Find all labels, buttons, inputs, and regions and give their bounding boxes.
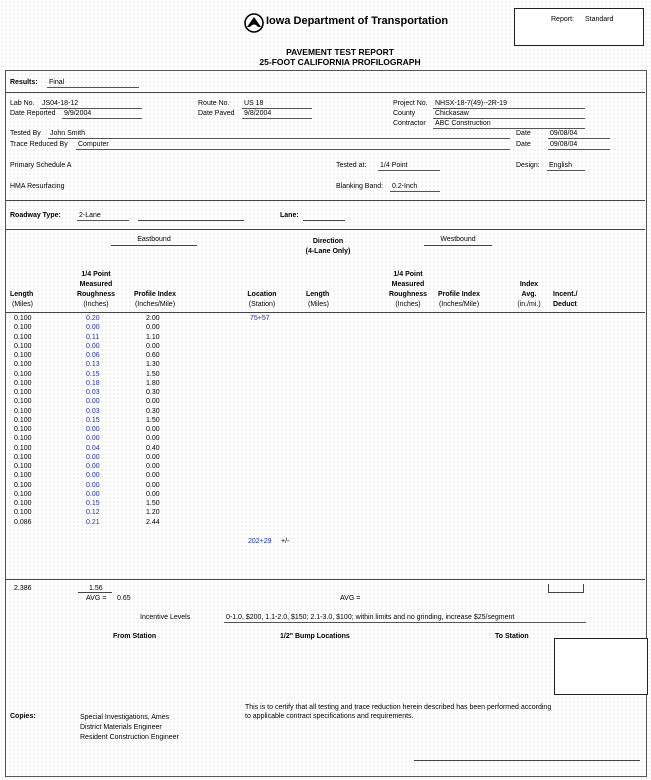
row-profile-index: 0.00 — [146, 481, 160, 489]
results-label: Results: — [10, 79, 38, 86]
col-length-unit: (Miles) — [12, 301, 33, 308]
row-profile-index: 0.00 — [146, 426, 160, 433]
row-roughness: 0.06 — [86, 352, 100, 359]
row-profile-index: 0.00 — [146, 435, 160, 443]
row-length: 0.086 — [14, 518, 32, 526]
report-subtitle: 25-FOOT CALIFORNIA PROFILOGRAPH — [259, 57, 421, 67]
county-value: Chickasaw — [433, 109, 585, 119]
tested-by-label: Tested By — [10, 130, 41, 137]
row-length: 0.100 — [14, 398, 32, 406]
direction-label: Direction — [312, 238, 344, 245]
copies-label: Copies: — [10, 713, 36, 720]
col-length: Length — [10, 291, 34, 298]
row-length: 0.100 — [14, 416, 32, 424]
row-roughness: 0.03 — [86, 407, 100, 415]
col-roughness-unit: (Inches) — [83, 301, 109, 308]
row-profile-index: 0.00 — [146, 463, 160, 470]
row-roughness: 0.15 — [86, 370, 100, 378]
design-label: Design: — [516, 162, 540, 169]
row-length: 0.100 — [14, 370, 32, 378]
stamp-box — [554, 638, 648, 695]
roadway-blank-line — [138, 220, 244, 221]
project-no-value: NHSX-18-7(49)--2R-19 — [433, 99, 585, 109]
avg-label-2: AVG = — [340, 595, 361, 602]
row-roughness: 0.21 — [86, 518, 100, 526]
row-roughness: 0.00 — [86, 426, 100, 433]
row-profile-index: 2.00 — [146, 315, 160, 322]
certify-line-1: This is to certify that all testing and trace reduction herein described has been performed according — [245, 704, 552, 711]
date-paved-value: 9/8/2004 — [242, 109, 312, 119]
trace-reduced-label: Trace Reduced By — [10, 141, 68, 148]
contractor-value: ABC Construction — [433, 119, 585, 129]
row-profile-index: 0.40 — [146, 444, 160, 452]
row-roughness: 0.15 — [86, 500, 100, 507]
tested-at-label: Tested at: — [336, 162, 367, 169]
row-length: 0.100 — [14, 315, 32, 322]
route-no-value: US 18 — [242, 99, 312, 109]
col-profile-index: Profile Index — [133, 291, 176, 298]
incent-total-box — [548, 584, 584, 593]
schedule-value: Primary Schedule A — [10, 162, 72, 169]
row-length: 0.100 — [14, 333, 32, 341]
roadway-type-value: 2-Lane — [77, 211, 129, 221]
bump-locations-label: 1/2" Bump Locations — [280, 633, 350, 640]
row-profile-index: 0.60 — [146, 352, 160, 359]
org-name: Iowa Department of Transportation — [266, 15, 449, 27]
row-roughness: 0.00 — [86, 398, 100, 406]
row-roughness: 0.11 — [86, 333, 100, 341]
profile-index-column — [146, 314, 166, 527]
date-paved-label: Date Paved — [198, 110, 235, 117]
row-roughness: 0.00 — [86, 324, 100, 332]
report-value: Standard — [585, 16, 614, 23]
col-roughness-2b: Measured — [391, 281, 425, 288]
col-roughness-2c: Roughness — [388, 291, 428, 298]
col-profile-index-unit: (Inches/Mile) — [134, 301, 176, 308]
trace-reduced-value: Computer — [76, 140, 510, 150]
blanking-band-value: 0.2-Inch — [390, 182, 440, 192]
design-value: English — [547, 161, 585, 171]
date-label-2: Date — [516, 141, 531, 148]
row-length: 0.100 — [14, 472, 32, 480]
row-profile-index: 0.30 — [146, 389, 160, 396]
row-length: 0.100 — [14, 379, 32, 387]
row-profile-index: 1.50 — [146, 370, 160, 378]
report-type-box — [514, 8, 644, 46]
signature-line — [414, 760, 640, 761]
row-length: 0.100 — [14, 324, 32, 332]
row-profile-index: 1.50 — [146, 500, 160, 507]
row-length: 0.100 — [14, 481, 32, 489]
row-profile-index: 2.44 — [146, 518, 160, 526]
row-length: 0.100 — [14, 352, 32, 359]
roughness-column — [86, 314, 106, 527]
lab-no-label: Lab No. — [10, 100, 35, 107]
incentive-text: 0-1.0, $200, 1.1-2.0, $150; 2.1-3.0, $100; within limits and no grinding, increase $25/segment — [224, 613, 586, 623]
location-end: 202+29 — [248, 538, 272, 545]
col-roughness-2-unit: (Inches) — [395, 301, 421, 308]
row-roughness: 0.20 — [86, 315, 100, 322]
to-station-label: To Station — [495, 633, 529, 640]
col-index-1: Index — [519, 281, 539, 288]
col-index-unit: (in./mi.) — [517, 301, 541, 308]
col-length-2-unit: (Miles) — [308, 301, 329, 308]
row-roughness: 0.00 — [86, 453, 100, 461]
row-roughness: 0.00 — [86, 481, 100, 489]
avg-value: 0.65 — [117, 595, 131, 602]
col-location: Location — [247, 291, 277, 298]
location-end-suffix: +/- — [281, 538, 290, 545]
westbound-line — [424, 245, 492, 246]
col-profile-index-2-unit: (Inches/Mile) — [438, 301, 480, 308]
copies-item: District Materials Engineer — [80, 724, 162, 731]
incentive-label: Incentive Levels — [140, 614, 191, 621]
col-incent-1: Incent./ — [553, 291, 578, 298]
lab-no-value: JS04-18-12 — [40, 99, 142, 109]
contractor-label: Contractor — [393, 120, 426, 127]
length-column — [14, 314, 54, 527]
divider — [5, 92, 645, 93]
row-roughness: 0.00 — [86, 472, 100, 480]
header-divider — [5, 312, 645, 313]
avg-label: AVG = — [86, 595, 107, 602]
col-index-2: Avg. — [521, 291, 537, 298]
row-roughness: 0.00 — [86, 435, 100, 443]
row-length: 0.100 — [14, 407, 32, 415]
westbound-label: Westbound — [440, 236, 476, 243]
col-roughness-3: Roughness — [76, 291, 116, 298]
col-profile-index-2: Profile Index — [437, 291, 480, 298]
row-profile-index: 0.30 — [146, 407, 160, 415]
row-profile-index: 0.00 — [146, 398, 160, 406]
row-profile-index: 1.20 — [146, 509, 160, 517]
tested-by-value: John Smith — [48, 129, 510, 139]
col-roughness-1: 1/4 Point — [81, 271, 111, 278]
row-length: 0.100 — [14, 342, 32, 350]
total-length: 2.386 — [14, 585, 32, 592]
row-profile-index: 1.80 — [146, 379, 160, 387]
row-profile-index: 1.30 — [146, 361, 160, 369]
date-reported-value: 9/9/2004 — [62, 109, 142, 119]
col-location-unit: (Station) — [248, 301, 276, 308]
row-length: 0.100 — [14, 500, 32, 507]
col-length-2: Length — [306, 291, 330, 298]
row-profile-index: 0.00 — [146, 472, 160, 480]
total-roughness-underline — [78, 592, 112, 593]
row-profile-index: 0.00 — [146, 324, 160, 332]
row-length: 0.100 — [14, 361, 32, 369]
row-roughness: 0.00 — [86, 463, 100, 470]
eastbound-line — [111, 245, 197, 246]
location-start: 75+57 — [250, 315, 270, 322]
row-length: 0.100 — [14, 435, 32, 443]
lane-blank-line — [303, 220, 345, 221]
route-no-label: Route No. — [198, 100, 230, 107]
col-roughness-2: Measured — [79, 281, 113, 288]
row-length: 0.100 — [14, 463, 32, 470]
row-profile-index: 0.00 — [146, 342, 160, 350]
from-station-label: From Station — [113, 633, 157, 640]
row-profile-index: 0.00 — [146, 453, 160, 461]
direction-sublabel: (4-Lane Only) — [305, 248, 351, 255]
row-roughness: 0.13 — [86, 361, 100, 369]
date-label: Date — [516, 130, 531, 137]
total-roughness: 1.56 — [89, 585, 103, 592]
row-length: 0.100 — [14, 509, 32, 517]
report-label: Report: — [551, 16, 574, 23]
row-profile-index: 1.10 — [146, 333, 160, 341]
col-roughness-2a: 1/4 Point — [393, 271, 423, 278]
eastbound-label: Eastbound — [137, 236, 171, 243]
row-length: 0.100 — [14, 426, 32, 433]
row-length: 0.100 — [14, 444, 32, 452]
row-roughness: 0.00 — [86, 490, 100, 498]
row-profile-index: 1.50 — [146, 416, 160, 424]
col-incent-2: Deduct — [553, 301, 577, 308]
divider — [5, 200, 645, 201]
tested-date-value: 09/08/04 — [548, 129, 610, 139]
date-reported-label: Date Reported — [10, 110, 56, 117]
project-no-label: Project No. — [393, 100, 428, 107]
divider — [5, 229, 645, 230]
lane-label: Lane: — [280, 212, 299, 219]
report-title: PAVEMENT TEST REPORT — [286, 47, 394, 57]
copies-item: Special Investigations, Ames — [80, 714, 170, 721]
totals-divider — [5, 579, 645, 580]
blanking-band-label: Blanking Band: — [336, 183, 384, 190]
iowa-dot-logo-icon — [244, 13, 264, 33]
row-profile-index: 0.00 — [146, 490, 160, 498]
row-roughness: 0.15 — [86, 416, 100, 424]
county-label: County — [393, 110, 416, 117]
row-roughness: 0.03 — [86, 389, 100, 396]
row-roughness: 0.04 — [86, 444, 100, 452]
row-length: 0.100 — [14, 490, 32, 498]
row-length: 0.100 — [14, 453, 32, 461]
row-roughness: 0.00 — [86, 342, 100, 350]
trace-date-value: 09/08/04 — [548, 140, 610, 150]
row-roughness: 0.18 — [86, 379, 100, 387]
row-length: 0.100 — [14, 389, 32, 396]
results-value: Final — [47, 78, 139, 88]
certify-line-2: to applicable contract specifications and requirements. — [245, 713, 414, 720]
roadway-type-label: Roadway Type: — [10, 212, 61, 219]
tested-at-value: 1/4 Point — [378, 161, 440, 171]
copies-item: Resident Construction Engineer — [80, 734, 179, 741]
row-roughness: 0.12 — [86, 509, 100, 517]
surface-value: HMA Resurfacing — [10, 183, 65, 190]
